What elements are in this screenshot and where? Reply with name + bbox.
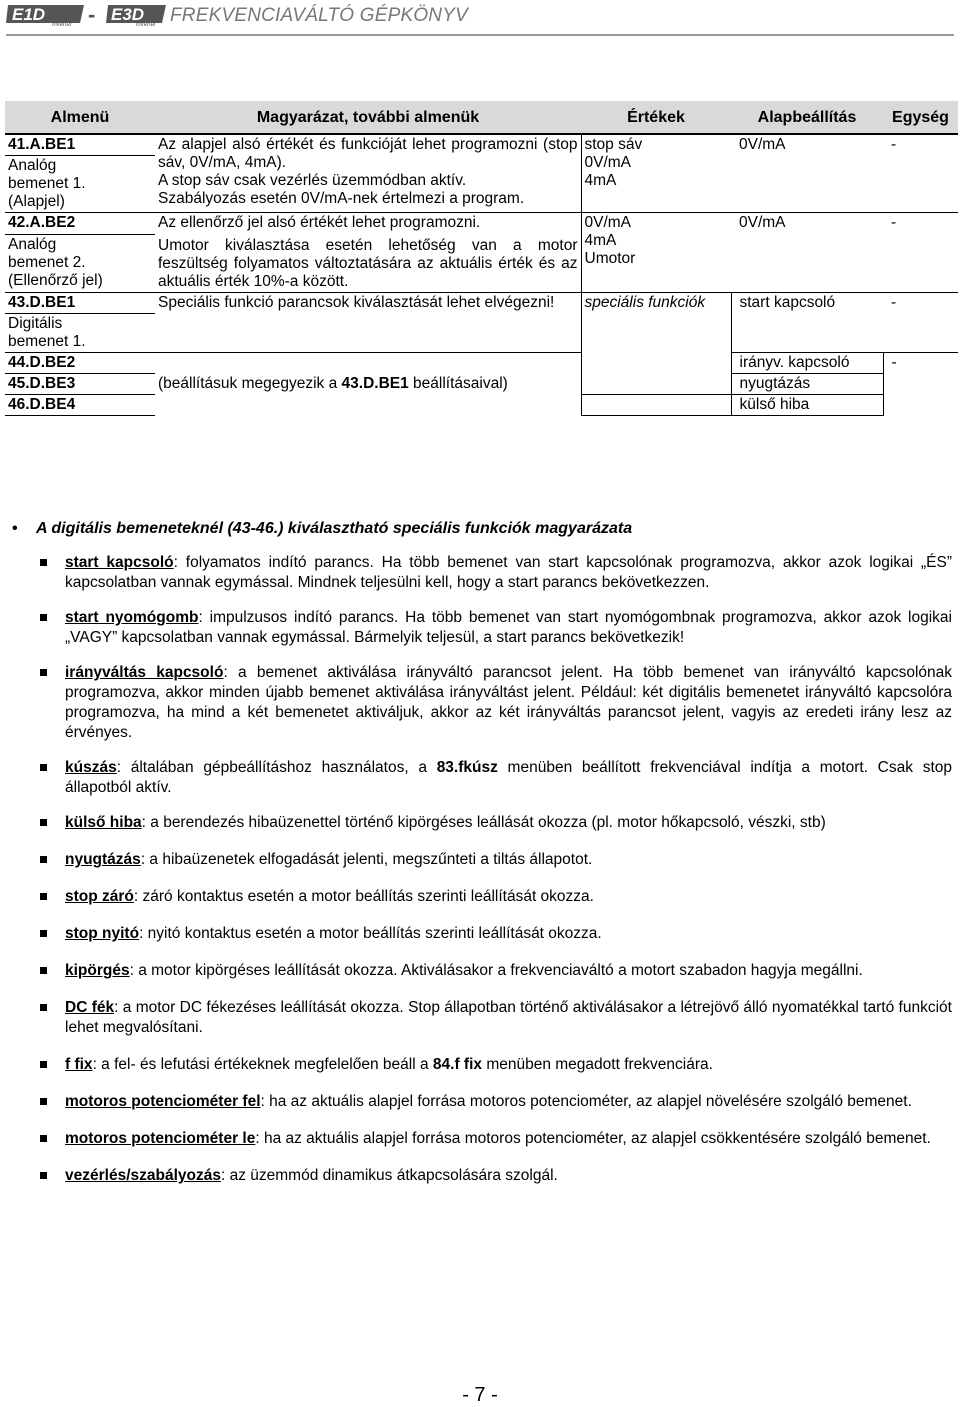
list-item: [40, 961, 952, 981]
menu-name-line: (Ellenőrző jel): [8, 271, 103, 289]
value-option: 4mA: [584, 172, 617, 189]
def-term: start kapcsoló: [65, 554, 174, 571]
list-item: [40, 924, 952, 944]
menu-name: [5, 314, 155, 353]
def-text: : záró kontaktus esetén a motor beállítás szerinti leállítását okozza.: [133, 888, 594, 905]
def-text: : a motor kipörgéses leállítását okozza. Aktiválásakor a frekvenciaváltó a motort szabadon hagyja megállni.: [129, 962, 863, 979]
function-definitions: [40, 553, 952, 1186]
col-header-magyarazat: Magyarázat, további almenük: [155, 101, 581, 134]
def-text: : ha az aktuális alapjel forrása motoros potenciométer, az alapjel növelésére szolgáló bemenet.: [260, 1093, 912, 1110]
square-bullet-icon: [40, 1004, 47, 1011]
def-text: : a bemenet aktiválása irányváltó parancsot jelent. Ha több bemenet van irányváltó kapcsolónak programozva, akkor minden újabb bemenet aktiválása irányváltást jelent. Például: két digitális bemenetet irányváltó kapcsolóra programozva, ha mind a két bemenetet aktiváljuk, akkor az két irányváltás parancsot jelent, vagyis az eredeti irány lesz az érvényes.: [65, 664, 952, 741]
list-item: [40, 887, 952, 907]
def-term: irányváltás kapcsoló: [65, 664, 224, 681]
row-default: 0V/mA: [739, 136, 786, 153]
col-header-alapbeallitas: Alapbeállítás: [731, 101, 883, 134]
e3d-logo: [106, 3, 168, 27]
def-text: : a hibaüzenetek elfogadását jelenti, megszűnteti a tiltás állapotot.: [140, 851, 593, 868]
desc-text: beállításaival): [408, 375, 508, 393]
def-ref: 83.fkúsz: [436, 759, 498, 776]
def-text: menüben megadott frekvenciára.: [482, 1056, 713, 1073]
table-header-row: [5, 101, 958, 134]
value-option: 0V/mA: [584, 214, 632, 231]
def-term: DC fék: [65, 999, 115, 1016]
def-term: stop nyitó: [65, 925, 140, 942]
table-row: [5, 293, 958, 314]
menu-name: [5, 234, 155, 292]
row-values: [581, 134, 731, 213]
row-default: nyugtázás: [731, 374, 883, 395]
square-bullet-icon: [40, 764, 47, 771]
row-values: [581, 213, 731, 293]
row-default: start kapcsoló: [731, 293, 883, 353]
e1d-logo-sub: inverter: [52, 22, 73, 27]
list-item: [40, 553, 952, 593]
row-description: [155, 134, 581, 213]
menu-code: 42.A.BE2: [5, 213, 155, 235]
square-bullet-icon: [40, 856, 47, 863]
menu-name-line: bemenet 2.: [8, 253, 86, 271]
list-item: [40, 998, 952, 1038]
square-bullet-icon: [40, 614, 47, 621]
desc-line: A stop sáv csak vezérlés üzemmódban aktív.: [158, 172, 467, 189]
desc-text: (beállításuk megegyezik a: [158, 375, 342, 393]
desc-line: Umotor kiválasztása esetén lehetőség van a motor feszültség folyamatos változtatására az aktuális érték és az aktuális érték 10%-a között.: [158, 237, 578, 290]
list-item: [40, 1129, 952, 1149]
list-item: [40, 850, 952, 870]
list-item: [40, 663, 952, 743]
logo-dash: -: [88, 2, 96, 27]
menu-name-line: Digitális: [8, 315, 63, 332]
def-term: start nyomógomb: [65, 609, 199, 626]
square-bullet-icon: [40, 967, 47, 974]
menu-code: 43.D.BE1: [5, 293, 155, 314]
def-term: stop záró: [65, 888, 134, 905]
row-unit: -: [891, 136, 897, 153]
row-unit: -: [883, 213, 958, 293]
page-header: [6, 0, 954, 36]
list-item: [40, 608, 952, 648]
def-term: vezérlés/szabályozás: [65, 1167, 221, 1184]
menu-name-line: (Alapjel): [8, 193, 65, 210]
def-text: menüben beállított frekvenciával indítja a motort. Csak stop állapotból aktív.: [65, 759, 952, 796]
square-bullet-icon: [40, 893, 47, 900]
section-title-text: A digitális bemeneteknél (43-46.) kiválasztható speciális funkciók magyarázata: [36, 520, 633, 537]
square-bullet-icon: [40, 1172, 47, 1179]
row-default: irányv. kapcsoló: [731, 353, 883, 374]
menu-name-line: bemenet 1.: [8, 333, 86, 350]
value-option: stop sáv: [584, 136, 643, 153]
col-header-almenu: Almenü: [5, 101, 155, 134]
e3d-logo-sub: inverter: [136, 22, 157, 27]
desc-line: Az alapjel alsó értékét és funkcióját lehet programozni (stop sáv, 0V/mA, 4mA).: [158, 136, 578, 171]
list-item: [40, 758, 952, 798]
e3d-logo-text: E3D: [111, 5, 145, 24]
table-row: [5, 353, 958, 374]
list-item: [40, 1092, 952, 1112]
values-blank: [581, 395, 731, 416]
menu-code: 41.A.BE1: [5, 134, 155, 156]
square-bullet-icon: [40, 819, 47, 826]
value-option: 0V/mA: [584, 154, 632, 171]
desc-ref: 43.D.BE1: [341, 375, 409, 393]
header-title: FREKVENCIAVÁLTÓ GÉPKÖNYV: [170, 5, 468, 26]
menu-name-line: bemenet 1.: [8, 175, 86, 192]
value-option: Umotor: [584, 250, 636, 267]
def-text: : a berendezés hibaüzenettel történő kipörgéses leállását okozza (pl. motor hőkapcsoló, vészki, stb): [141, 814, 826, 831]
e1d-logo: [6, 3, 86, 27]
menu-name-line: Analóg: [8, 235, 57, 253]
menu-code: 45.D.BE3: [5, 374, 155, 395]
row-default: külső hiba: [731, 395, 883, 416]
menu-code: 44.D.BE2: [5, 353, 155, 374]
list-item: [40, 1055, 952, 1075]
def-text: : a motor DC fékezéses leállítását okozza. Stop állapotban történő aktiválásakor a létrejövő álló nyomatékkal tartó funkciót lehet megvalósítani.: [65, 999, 952, 1036]
table-row: [5, 213, 958, 235]
def-term: motoros potenciométer fel: [65, 1093, 261, 1110]
def-term: nyugtázás: [65, 851, 141, 868]
def-text: : impulzusos indító parancs. Ha több bemenet van start nyomógombnak programozva, akkor azok logikai „VAGY” kapcsolatban vannak egymással. Bármelyik teljesül, a start parancs bekövetkezik!: [65, 609, 952, 646]
list-item: [40, 1166, 952, 1186]
bullet-icon: •: [12, 520, 18, 537]
def-ref: 84.f fix: [432, 1056, 483, 1073]
parameter-table: [5, 101, 958, 416]
menu-name-line: Analóg: [8, 157, 57, 174]
value-option: 4mA: [584, 232, 617, 249]
def-text: : a fel- és lefutási értékeknek megfelelően beáll a: [92, 1056, 433, 1073]
def-term: f fix: [65, 1056, 93, 1073]
row-description: [155, 353, 581, 416]
def-text: : általában gépbeállításhoz használatos, a: [116, 759, 437, 776]
square-bullet-icon: [40, 559, 47, 566]
desc-line: Szabályozás esetén 0V/mA-nek értelmezi a program.: [158, 190, 525, 207]
def-text: : ha az aktuális alapjel forrása motoros potenciométer, az alapjel csökkentésére szolgáló bemenet.: [255, 1130, 931, 1147]
row-unit: -: [883, 293, 958, 353]
square-bullet-icon: [40, 930, 47, 937]
square-bullet-icon: [40, 1135, 47, 1142]
def-text: : folyamatos indító parancs. Ha több bemenet van start kapcsolónak programozva, akkor azok logikai „ÉS” kapcsolatban vannak egymással. Mindnek teljesülni kell, hogy a start parancs bekövetkezzen.: [65, 554, 952, 591]
square-bullet-icon: [40, 1098, 47, 1105]
def-text: : az üzemmód dinamikus átkapcsolására szolgál.: [220, 1167, 558, 1184]
def-term: motoros potenciométer le: [65, 1130, 256, 1147]
menu-name: [5, 156, 155, 213]
list-item: [40, 813, 952, 833]
header-rule: [6, 34, 954, 36]
col-header-egyseg: Egység: [883, 101, 958, 134]
row-description: [155, 213, 581, 293]
def-term: külső hiba: [65, 814, 142, 831]
square-bullet-icon: [40, 1061, 47, 1068]
def-text: : nyitó kontaktus esetén a motor beállítás szerinti leállítását okozza.: [139, 925, 602, 942]
row-values: speciális funkciók: [581, 293, 731, 395]
row-description: Speciális funkció parancsok kiválasztását lehet elvégezni!: [155, 293, 581, 353]
desc-line: Az ellenőrző jel alsó értékét lehet programozni.: [158, 214, 481, 231]
col-header-ertekek: Értékek: [581, 101, 731, 134]
row-default: 0V/mA: [731, 213, 883, 293]
table-row: [5, 134, 958, 156]
def-term: kipörgés: [65, 962, 130, 979]
square-bullet-icon: [40, 669, 47, 676]
section-title: [12, 520, 633, 538]
menu-code: 46.D.BE4: [5, 395, 155, 416]
def-term: kúszás: [65, 759, 117, 776]
row-unit: -: [883, 353, 958, 416]
e1d-logo-text: E1D: [12, 5, 46, 24]
page-number: - 7 -: [462, 1384, 498, 1406]
